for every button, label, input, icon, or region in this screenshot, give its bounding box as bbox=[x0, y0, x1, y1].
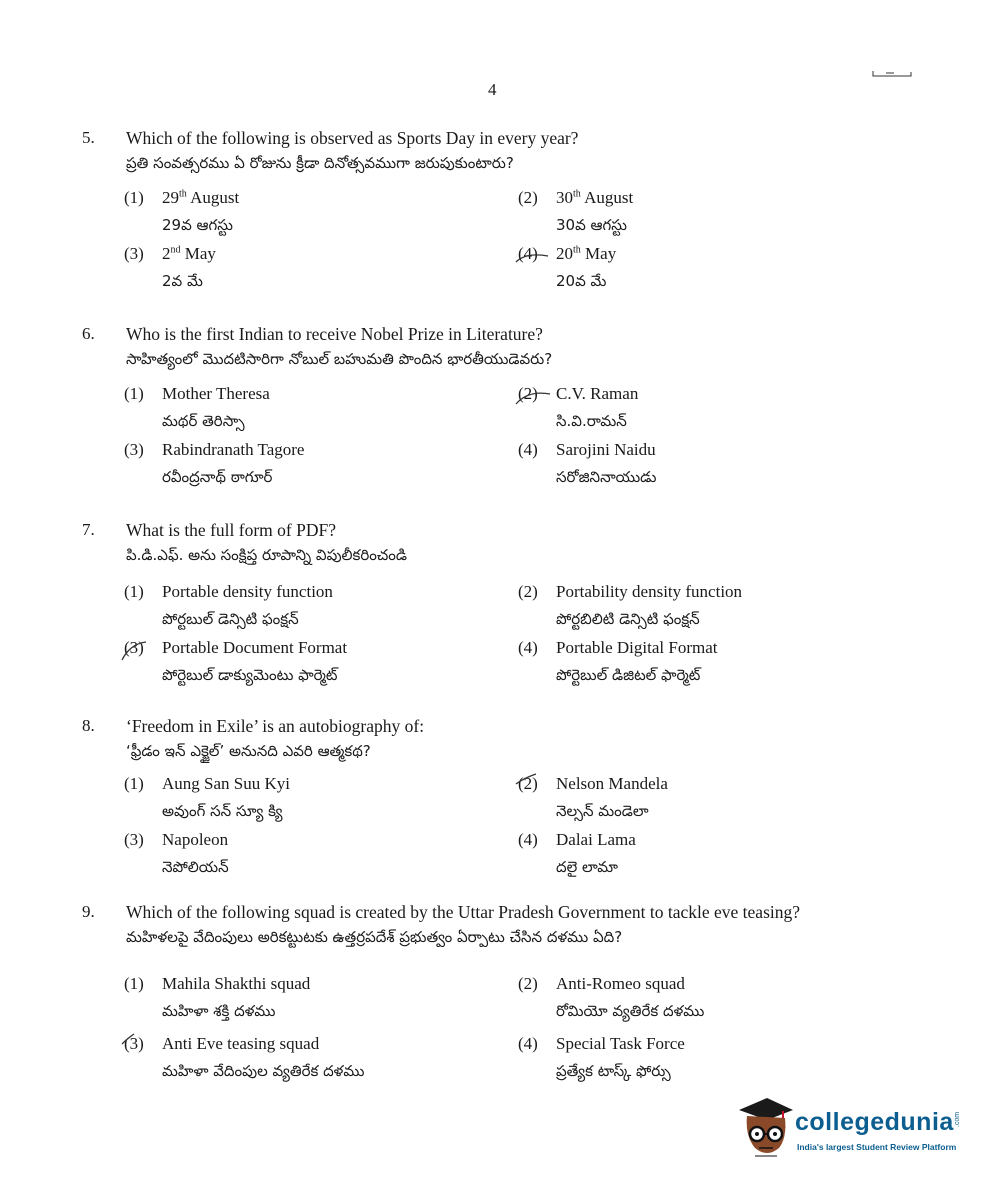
option-text: Anti-Romeo squad bbox=[556, 974, 685, 993]
option-text-telugu: రవీంద్రనాథ్ ఠాగూర్ bbox=[162, 468, 273, 486]
question-text: ‘Freedom in Exile’ is an autobiography of: bbox=[126, 716, 425, 736]
question-text-telugu: ‘ఫ్రీడం ఇన్ ఎక్జైల్’ అనునది ఎవరి ఆత్మకథ? bbox=[126, 742, 371, 760]
page-number: 4 bbox=[488, 80, 497, 99]
option-number: (2) bbox=[518, 974, 538, 993]
option-text: 30th August bbox=[556, 188, 634, 207]
option-number: (3) bbox=[124, 440, 144, 459]
option-text: Special Task Force bbox=[556, 1034, 685, 1053]
question-number: 7. bbox=[82, 520, 95, 539]
option-text-telugu: పోర్టబిలిటి డెన్సిటి ఫంక్షన్ bbox=[556, 610, 700, 628]
question-number: 8. bbox=[82, 716, 95, 735]
question-text-telugu: మహిళలపై వేదింపులు అరికట్టుటకు ఉత్తర్రపదేశ్ ప్రభుత్వం ఏర్పాటు చేసిన దళము ఏది? bbox=[126, 928, 623, 946]
option-text: C.V. Raman bbox=[556, 384, 639, 403]
question-text: Which of the following is observed as Sports Day in every year? bbox=[126, 128, 579, 148]
logo-suffix: .com bbox=[954, 1111, 962, 1128]
option-text: Nelson Mandela bbox=[556, 774, 668, 793]
option-number: (2) bbox=[518, 774, 538, 794]
option-text: Mahila Shakthi squad bbox=[162, 974, 311, 993]
option-text-telugu: పోర్టెబుల్ డిజిటల్ ఫార్మెట్ bbox=[556, 666, 701, 684]
option-number: (4) bbox=[518, 638, 538, 657]
option-number: (4) bbox=[518, 830, 538, 849]
option-number: (3) bbox=[124, 1034, 144, 1054]
option-text-telugu: రోమియో వ్యతిరేక దళము bbox=[556, 1002, 705, 1020]
option-text: Sarojini Naidu bbox=[556, 440, 656, 459]
option-text: Dalai Lama bbox=[556, 830, 636, 849]
option-text: 2nd May bbox=[162, 244, 216, 263]
option-text-telugu: ప్రత్యేక టాస్క్ ఫోర్సు bbox=[556, 1062, 671, 1080]
option-number: (2) bbox=[518, 188, 538, 207]
option-text-telugu: 2వ మే bbox=[162, 272, 203, 290]
question-text-telugu: ప్రతి సంవత్సరము ఏ రోజును క్రీడా దినోత్సవముగా జరుపుకుంటారు? bbox=[126, 154, 514, 172]
question-text-telugu: పి.డి.ఎఫ్. అను సంక్షిప్త రూపాన్ని విపులీకరించండి bbox=[126, 546, 407, 564]
logo-wordmark: collegedunia bbox=[795, 1108, 954, 1136]
option-number: (1) bbox=[124, 582, 144, 601]
option-text: Anti Eve teasing squad bbox=[162, 1034, 320, 1053]
option-number: (3) bbox=[124, 638, 144, 658]
option-text-telugu: సరోజినినాయుడు bbox=[556, 468, 657, 486]
option-text: Portable Document Format bbox=[162, 638, 348, 657]
option-text-telugu: మథర్ తెరిస్సా bbox=[162, 412, 245, 430]
option-text-telugu: 29వ ఆగస్టు bbox=[162, 216, 233, 234]
option-number: (1) bbox=[124, 188, 144, 207]
option-text-telugu: మహిళా వేదింపుల వ్యతిరేక దళము bbox=[162, 1062, 365, 1080]
question-text: What is the full form of PDF? bbox=[126, 520, 336, 540]
option-number: (4) bbox=[518, 244, 538, 264]
option-number: (4) bbox=[518, 1034, 538, 1053]
option-text: Portability density function bbox=[556, 582, 743, 601]
option-text-telugu: పోర్టబుల్ డెన్సిటి ఫంక్షన్ bbox=[162, 610, 299, 628]
logo-tagline: India's largest Student Review Platform bbox=[797, 1142, 957, 1152]
option-text: Portable density function bbox=[162, 582, 333, 601]
option-text-telugu: నెల్సన్ మండెలా bbox=[556, 802, 649, 820]
option-text: Aung San Suu Kyi bbox=[162, 774, 290, 793]
question-text: Which of the following squad is created by the Uttar Pradesh Government to tackle eve teasing? bbox=[126, 902, 801, 922]
option-number: (3) bbox=[124, 830, 144, 849]
option-text-telugu: నెపోలియన్ bbox=[162, 858, 229, 876]
option-number: (1) bbox=[124, 974, 144, 993]
student-mascot-icon bbox=[737, 1096, 795, 1162]
question-text: Who is the first Indian to receive Nobel Prize in Literature? bbox=[126, 324, 543, 344]
option-text-telugu: పోర్టెబుల్ డాక్యుమెంటు ఫార్మెట్ bbox=[162, 666, 338, 684]
option-number: (2) bbox=[518, 384, 538, 404]
option-text: Mother Theresa bbox=[162, 384, 270, 403]
option-text: 29th August bbox=[162, 188, 240, 207]
option-text: 20th May bbox=[556, 244, 617, 263]
option-text: Rabindranath Tagore bbox=[162, 440, 305, 459]
option-number: (3) bbox=[124, 244, 144, 263]
question-text-telugu: సాహిత్యంలో మొదటిసారిగా నోబుల్ బహుమతి పొందిన భారతీయుడెవరు? bbox=[126, 350, 553, 368]
option-text: Napoleon bbox=[162, 830, 229, 849]
option-number: (2) bbox=[518, 582, 538, 601]
option-number: (1) bbox=[124, 774, 144, 793]
option-text-telugu: 20వ మే bbox=[556, 272, 607, 290]
option-text-telugu: దలై లామా bbox=[556, 858, 618, 876]
option-text-telugu: 30వ ఆగస్టు bbox=[556, 216, 627, 234]
option-text: Portable Digital Format bbox=[556, 638, 718, 657]
option-text-telugu: అవుంగ్ సన్ స్యూ క్యి bbox=[162, 802, 283, 820]
option-text-telugu: సి.వి.రామన్ bbox=[556, 412, 627, 430]
option-number: (4) bbox=[518, 440, 538, 459]
option-text-telugu: మహిళా శక్తి దళము bbox=[162, 1002, 276, 1020]
corner-scan-mark bbox=[872, 70, 912, 78]
question-number: 5. bbox=[82, 128, 95, 147]
collegedunia-logo bbox=[737, 1096, 967, 1166]
question-number: 6. bbox=[82, 324, 95, 343]
option-number: (1) bbox=[124, 384, 144, 403]
question-number: 9. bbox=[82, 902, 95, 921]
